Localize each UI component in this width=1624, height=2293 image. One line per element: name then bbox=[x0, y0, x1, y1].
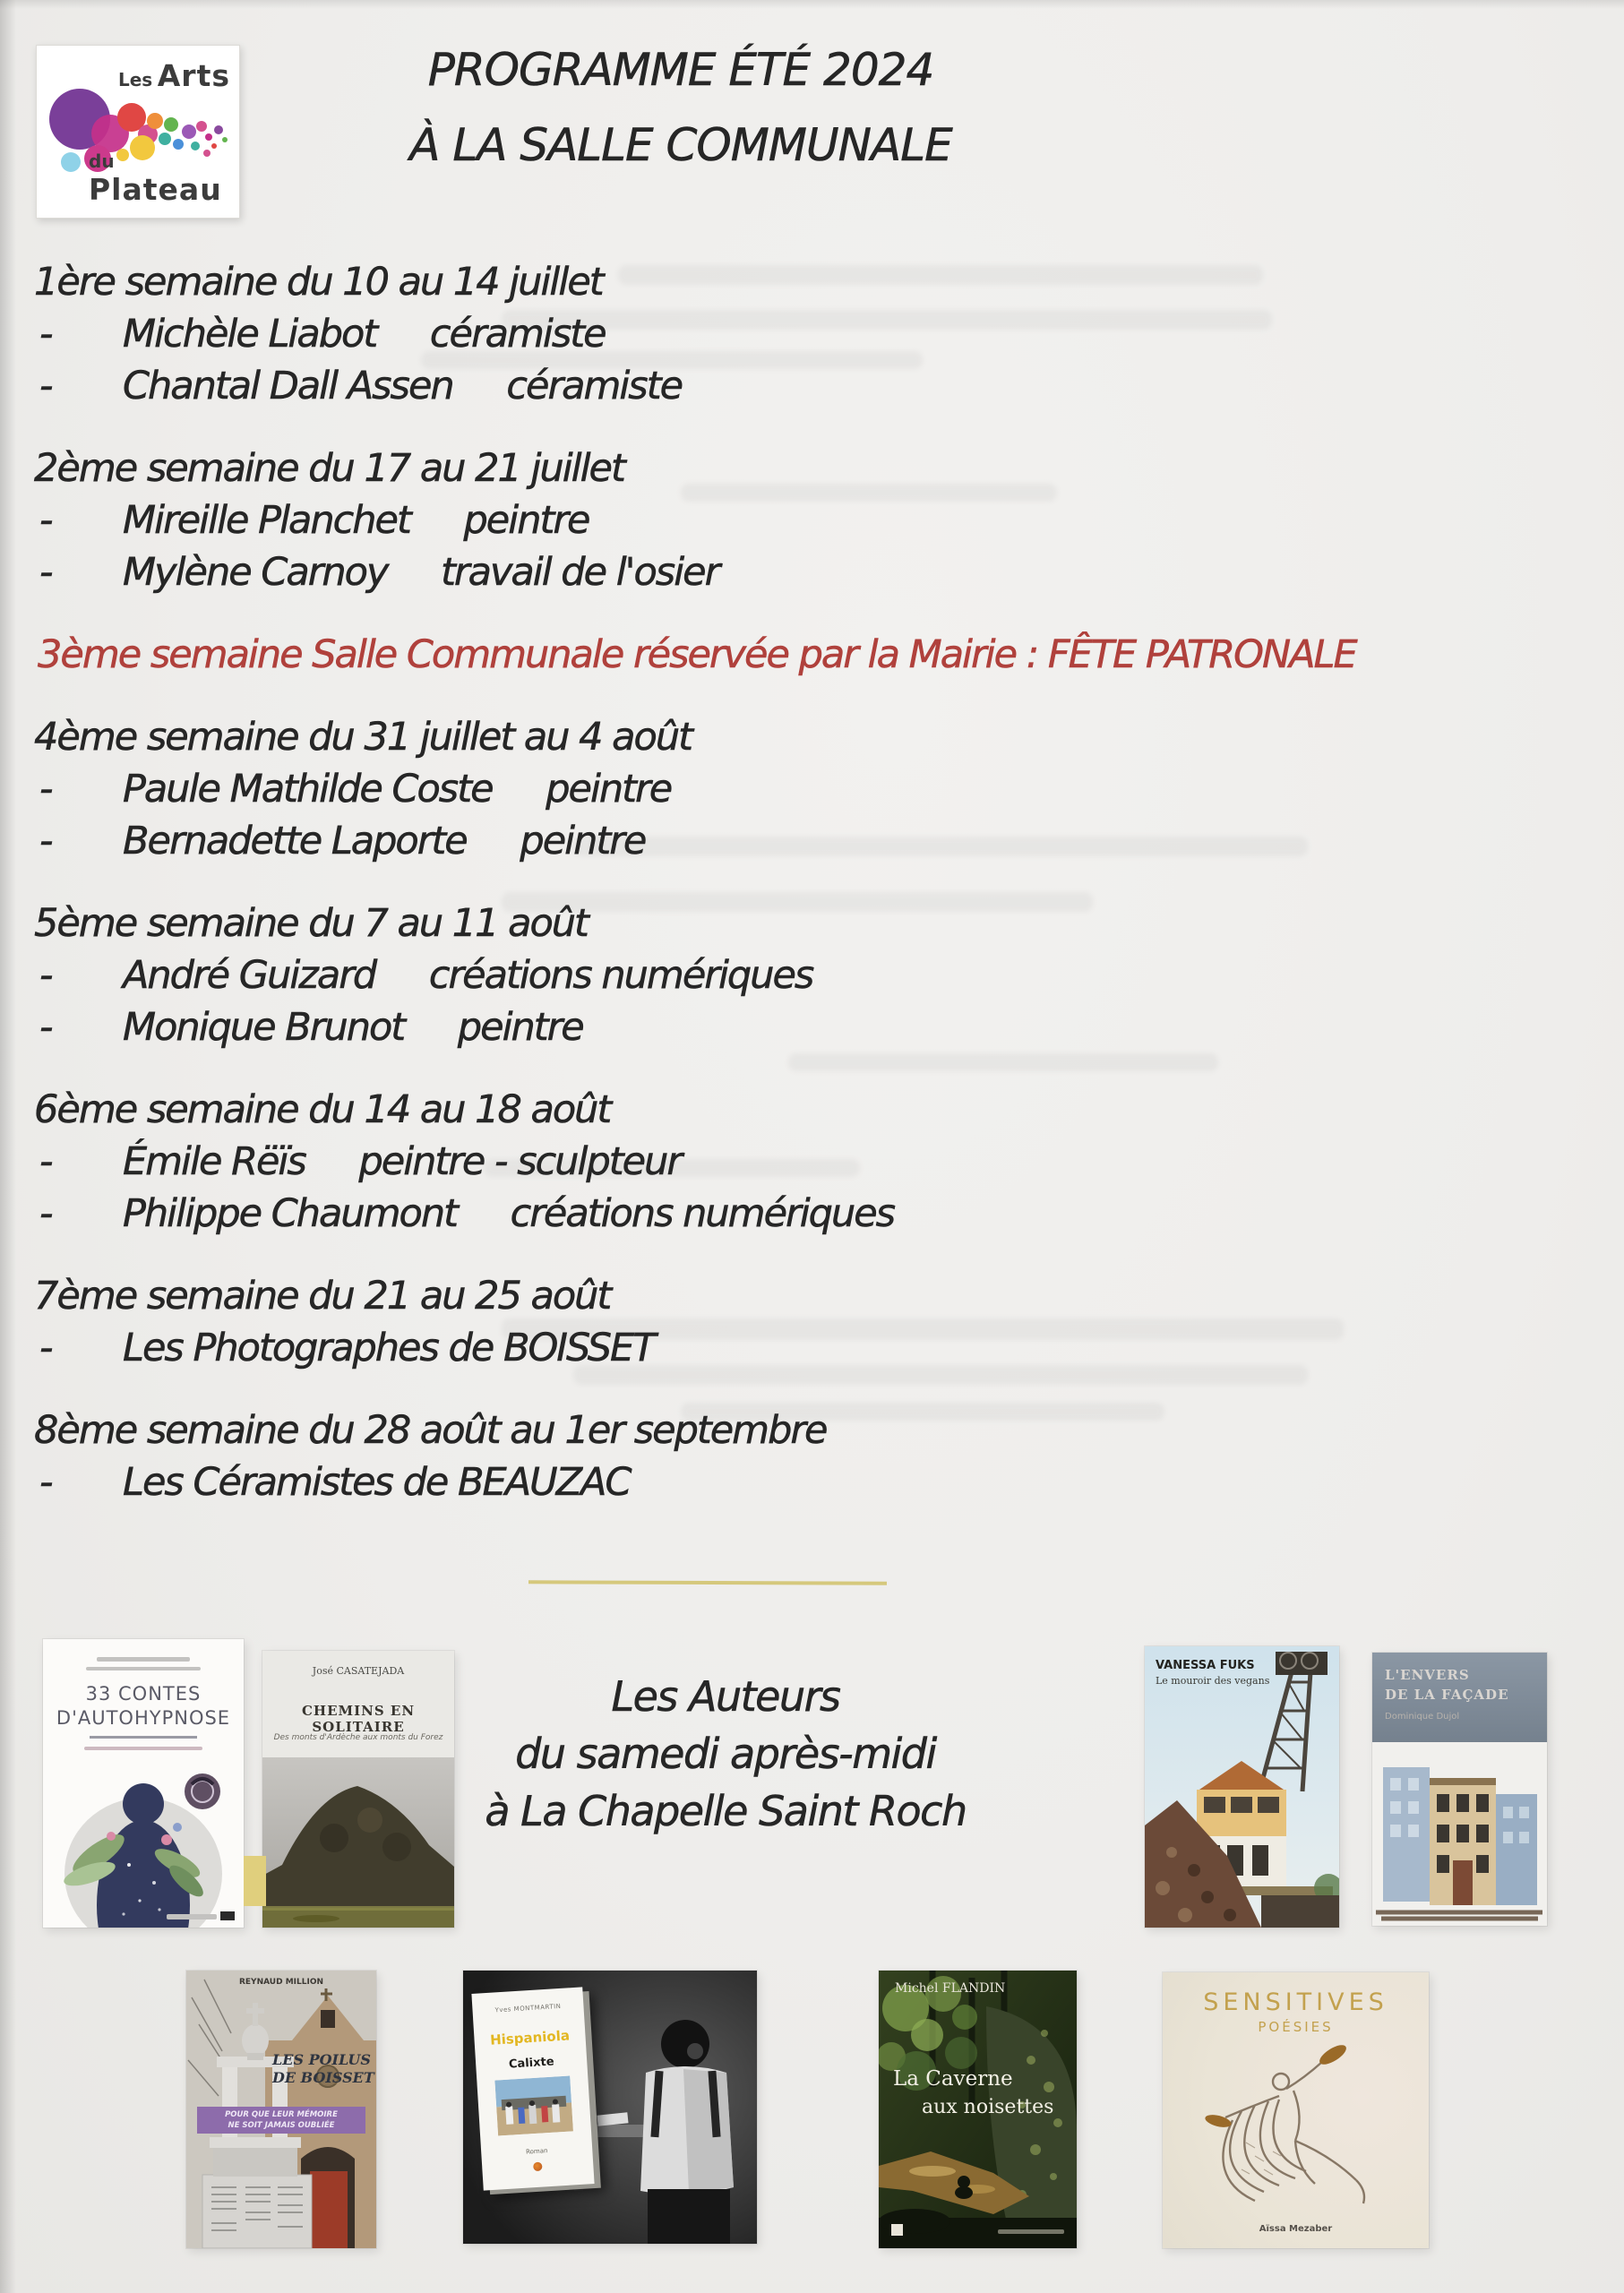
entry-name: Monique Brunot bbox=[123, 1005, 405, 1050]
authors-heading-line1: Les Auteurs bbox=[611, 1672, 840, 1721]
week-block-2 bbox=[34, 442, 1503, 598]
book-cover-la-caverne-aux-noisettes bbox=[879, 1971, 1077, 2248]
book-cover-chemins-en-solitaire bbox=[262, 1651, 454, 1928]
publisher-mark bbox=[891, 2224, 903, 2236]
entry-dash: - bbox=[39, 1139, 52, 1184]
entry-name: Émile Rëïs bbox=[123, 1139, 305, 1184]
cover-banner bbox=[197, 2107, 365, 2134]
program-entry bbox=[34, 949, 1503, 1001]
entry-role: peintre bbox=[520, 819, 646, 863]
entry-dash: - bbox=[39, 1005, 52, 1050]
book-cover-le-mouroir-des-vegans bbox=[1145, 1646, 1339, 1928]
program-entry bbox=[34, 360, 1503, 412]
les-arts-du-plateau-logo bbox=[36, 45, 240, 219]
book-genre-label: Roman bbox=[525, 2147, 548, 2156]
book-title: CHEMINS EN SOLITAIRE bbox=[301, 1703, 416, 1735]
entry-role: travail de l'osier bbox=[441, 550, 719, 595]
week-header: 7ème semaine du 21 au 25 août bbox=[34, 1274, 611, 1318]
entry-name: Mireille Planchet bbox=[123, 498, 410, 543]
entry-role: créations numériques bbox=[510, 1191, 895, 1236]
book-cover-sensitives-poesies bbox=[1163, 1972, 1429, 2248]
yellow-sticky-tab bbox=[244, 1856, 266, 1906]
logo-text-les-arts bbox=[118, 58, 230, 93]
inset-photo-street-scene bbox=[494, 2075, 573, 2135]
banner-line1: POUR QUE LEUR MÉMOIRE bbox=[225, 2110, 338, 2119]
week-block-7 bbox=[34, 1270, 1503, 1374]
week-header: 8ème semaine du 28 août au 1er septembre bbox=[34, 1408, 827, 1453]
week-block-6 bbox=[34, 1084, 1503, 1240]
entry-dash: - bbox=[39, 819, 52, 863]
logo-word-les: Les bbox=[117, 69, 153, 90]
book-title-line2: aux noisettes bbox=[922, 2096, 1054, 2118]
book-author: Michel FLANDIN bbox=[895, 1981, 1006, 1996]
authors-heading-line2: du samedi après-midi bbox=[515, 1730, 936, 1778]
entry-dash: - bbox=[39, 953, 52, 998]
entry-name: Mylène Carnoy bbox=[123, 550, 388, 595]
publisher-name-blur bbox=[998, 2229, 1064, 2234]
publisher-logo-dot bbox=[533, 2162, 543, 2172]
cover-sketch-winged-figure bbox=[1179, 2035, 1412, 2214]
page-title-line2: À LA SALLE COMMUNALE bbox=[409, 119, 952, 171]
logo-word-arts: Arts bbox=[157, 58, 230, 93]
entry-name: Bernadette Laporte bbox=[123, 819, 467, 863]
entry-name: Michèle Liabot bbox=[123, 312, 377, 356]
week-header: 1ère semaine du 10 au 14 juillet bbox=[34, 260, 603, 305]
page-title bbox=[385, 32, 976, 183]
cover-illustration-woman-plants bbox=[43, 1757, 244, 1928]
book-title-line1: LES POILUS bbox=[272, 2051, 371, 2068]
entry-name: Paule Mathilde Coste bbox=[123, 767, 493, 812]
book-title: Hispaniola bbox=[489, 2027, 571, 2048]
book-title bbox=[1385, 1665, 1509, 1705]
authors-heading-line3: à La Chapelle Saint Roch bbox=[485, 1787, 967, 1835]
entry-name: Les Photographes de BOISSET bbox=[123, 1326, 655, 1370]
program-entry bbox=[34, 308, 1503, 360]
book-subtitle-blur bbox=[84, 1747, 202, 1750]
entry-role: peintre bbox=[457, 1005, 583, 1050]
book-title bbox=[43, 1682, 244, 1730]
entry-dash: - bbox=[39, 312, 52, 356]
entry-role: peintre - sculpteur bbox=[358, 1139, 682, 1184]
book-subtitle: POÉSIES bbox=[1258, 2019, 1334, 2035]
program-entry bbox=[34, 763, 1503, 815]
book-author: José CASATEJADA bbox=[312, 1665, 405, 1677]
program-entry bbox=[34, 494, 1503, 546]
book-title: Le mouroir des vegans bbox=[1156, 1675, 1270, 1687]
book-title-line1: L'ENVERS bbox=[1385, 1667, 1470, 1683]
book-author: REYNAUD MILLION bbox=[238, 1978, 324, 1987]
book-author: Yves MONTMARTIN bbox=[494, 2002, 562, 2014]
entry-dash: - bbox=[39, 550, 52, 595]
scan-shadow-top bbox=[0, 0, 1624, 9]
program-entry bbox=[34, 1001, 1503, 1053]
entry-role: peintre bbox=[463, 498, 589, 543]
book-cover-envers-de-la-facade bbox=[1372, 1653, 1547, 1926]
week-block-8 bbox=[34, 1404, 1503, 1508]
reserved-week-notice: 3ème semaine Salle Communale réservée par la Mairie : FÊTE PATRONALE bbox=[38, 632, 1356, 677]
entry-role: peintre bbox=[546, 767, 672, 812]
book-author-blur bbox=[86, 1667, 201, 1670]
entry-dash: - bbox=[39, 1191, 52, 1236]
book-author-blur bbox=[97, 1657, 190, 1662]
entry-name: Philippe Chaumont bbox=[123, 1191, 457, 1236]
book-title bbox=[272, 2051, 374, 2087]
entry-name: André Guizard bbox=[123, 953, 376, 998]
banner-line2: NE SOIT JAMAIS OUBLIÉE bbox=[228, 2121, 335, 2130]
program-entry bbox=[34, 815, 1503, 867]
cover-photo-mountain bbox=[262, 1757, 454, 1928]
publisher-mark bbox=[220, 1911, 235, 1920]
book-author: VANESSA FUKS bbox=[1156, 1659, 1255, 1672]
title-rule bbox=[90, 1736, 197, 1739]
entry-dash: - bbox=[39, 1326, 52, 1370]
entry-dash: - bbox=[39, 767, 52, 812]
week-block-5 bbox=[34, 897, 1503, 1053]
week-header: 2ème semaine du 17 au 21 juillet bbox=[34, 446, 624, 491]
logo-word-du: du bbox=[89, 150, 115, 172]
cover-illustration-mine-headframe bbox=[1145, 1646, 1339, 1928]
book-author: Aïssa Mezaber bbox=[1259, 2224, 1333, 2234]
book-title-line1: La Caverne bbox=[893, 2067, 1013, 2091]
week-block-1 bbox=[34, 256, 1503, 412]
program-entry bbox=[34, 1136, 1503, 1188]
publisher-name-blur bbox=[167, 1914, 217, 1919]
book-author: Dominique Dujol bbox=[1385, 1712, 1460, 1722]
entry-name: Chantal Dall Assen bbox=[123, 364, 453, 408]
entry-role: créations numériques bbox=[428, 953, 813, 998]
book-title: SENSITIVES bbox=[1203, 1988, 1388, 2016]
logo-text-du-plateau bbox=[89, 150, 239, 207]
book-cover-33-contes-autohypnose bbox=[43, 1639, 244, 1928]
program-entry bbox=[34, 1456, 1503, 1508]
entry-name: Les Céramistes de BEAUZAC bbox=[123, 1460, 631, 1505]
book-title-line1: 33 CONTES bbox=[85, 1683, 202, 1705]
book-subtitle: Des monts d'Ardèche aux monts du Forez bbox=[273, 1733, 443, 1742]
cover-photo-inset bbox=[494, 2075, 573, 2135]
entry-role: céramiste bbox=[429, 312, 606, 356]
authors-section-heading bbox=[484, 1668, 967, 1840]
book-cover-les-poilus-de-boisset bbox=[186, 1971, 376, 2248]
program-entry bbox=[34, 546, 1503, 598]
program-list bbox=[34, 256, 1503, 1539]
book-subtitle: Calixte bbox=[508, 2055, 554, 2072]
book-title-line2: D'AUTOHYPNOSE bbox=[56, 1707, 231, 1729]
logo-word-plateau: Plateau bbox=[89, 172, 222, 207]
week-header: 6ème semaine du 14 au 18 août bbox=[34, 1087, 611, 1132]
entry-role: céramiste bbox=[506, 364, 683, 408]
program-entry bbox=[34, 1322, 1503, 1374]
week-block-4 bbox=[34, 711, 1503, 867]
book-cover-hispaniola-mockup bbox=[471, 1987, 594, 2190]
cover-illustration-watercolor-houses bbox=[1372, 1742, 1547, 1926]
book-title-line2: DE BOISSET bbox=[272, 2069, 374, 2086]
entry-dash: - bbox=[39, 498, 52, 543]
week-header: 5ème semaine du 7 au 11 août bbox=[34, 901, 588, 946]
page-title-line1: PROGRAMME ÉTÉ 2024 bbox=[427, 44, 934, 96]
scan-shadow-left bbox=[0, 0, 16, 2293]
entry-dash: - bbox=[39, 364, 52, 408]
week-header: 4ème semaine du 31 juillet au 4 août bbox=[34, 715, 692, 760]
section-divider-line bbox=[528, 1580, 887, 1584]
entry-dash: - bbox=[39, 1460, 52, 1505]
book-photo-hispaniola-calixte bbox=[463, 1971, 757, 2244]
program-entry bbox=[34, 1188, 1503, 1240]
book-title-line2: DE LA FAÇADE bbox=[1385, 1687, 1509, 1703]
